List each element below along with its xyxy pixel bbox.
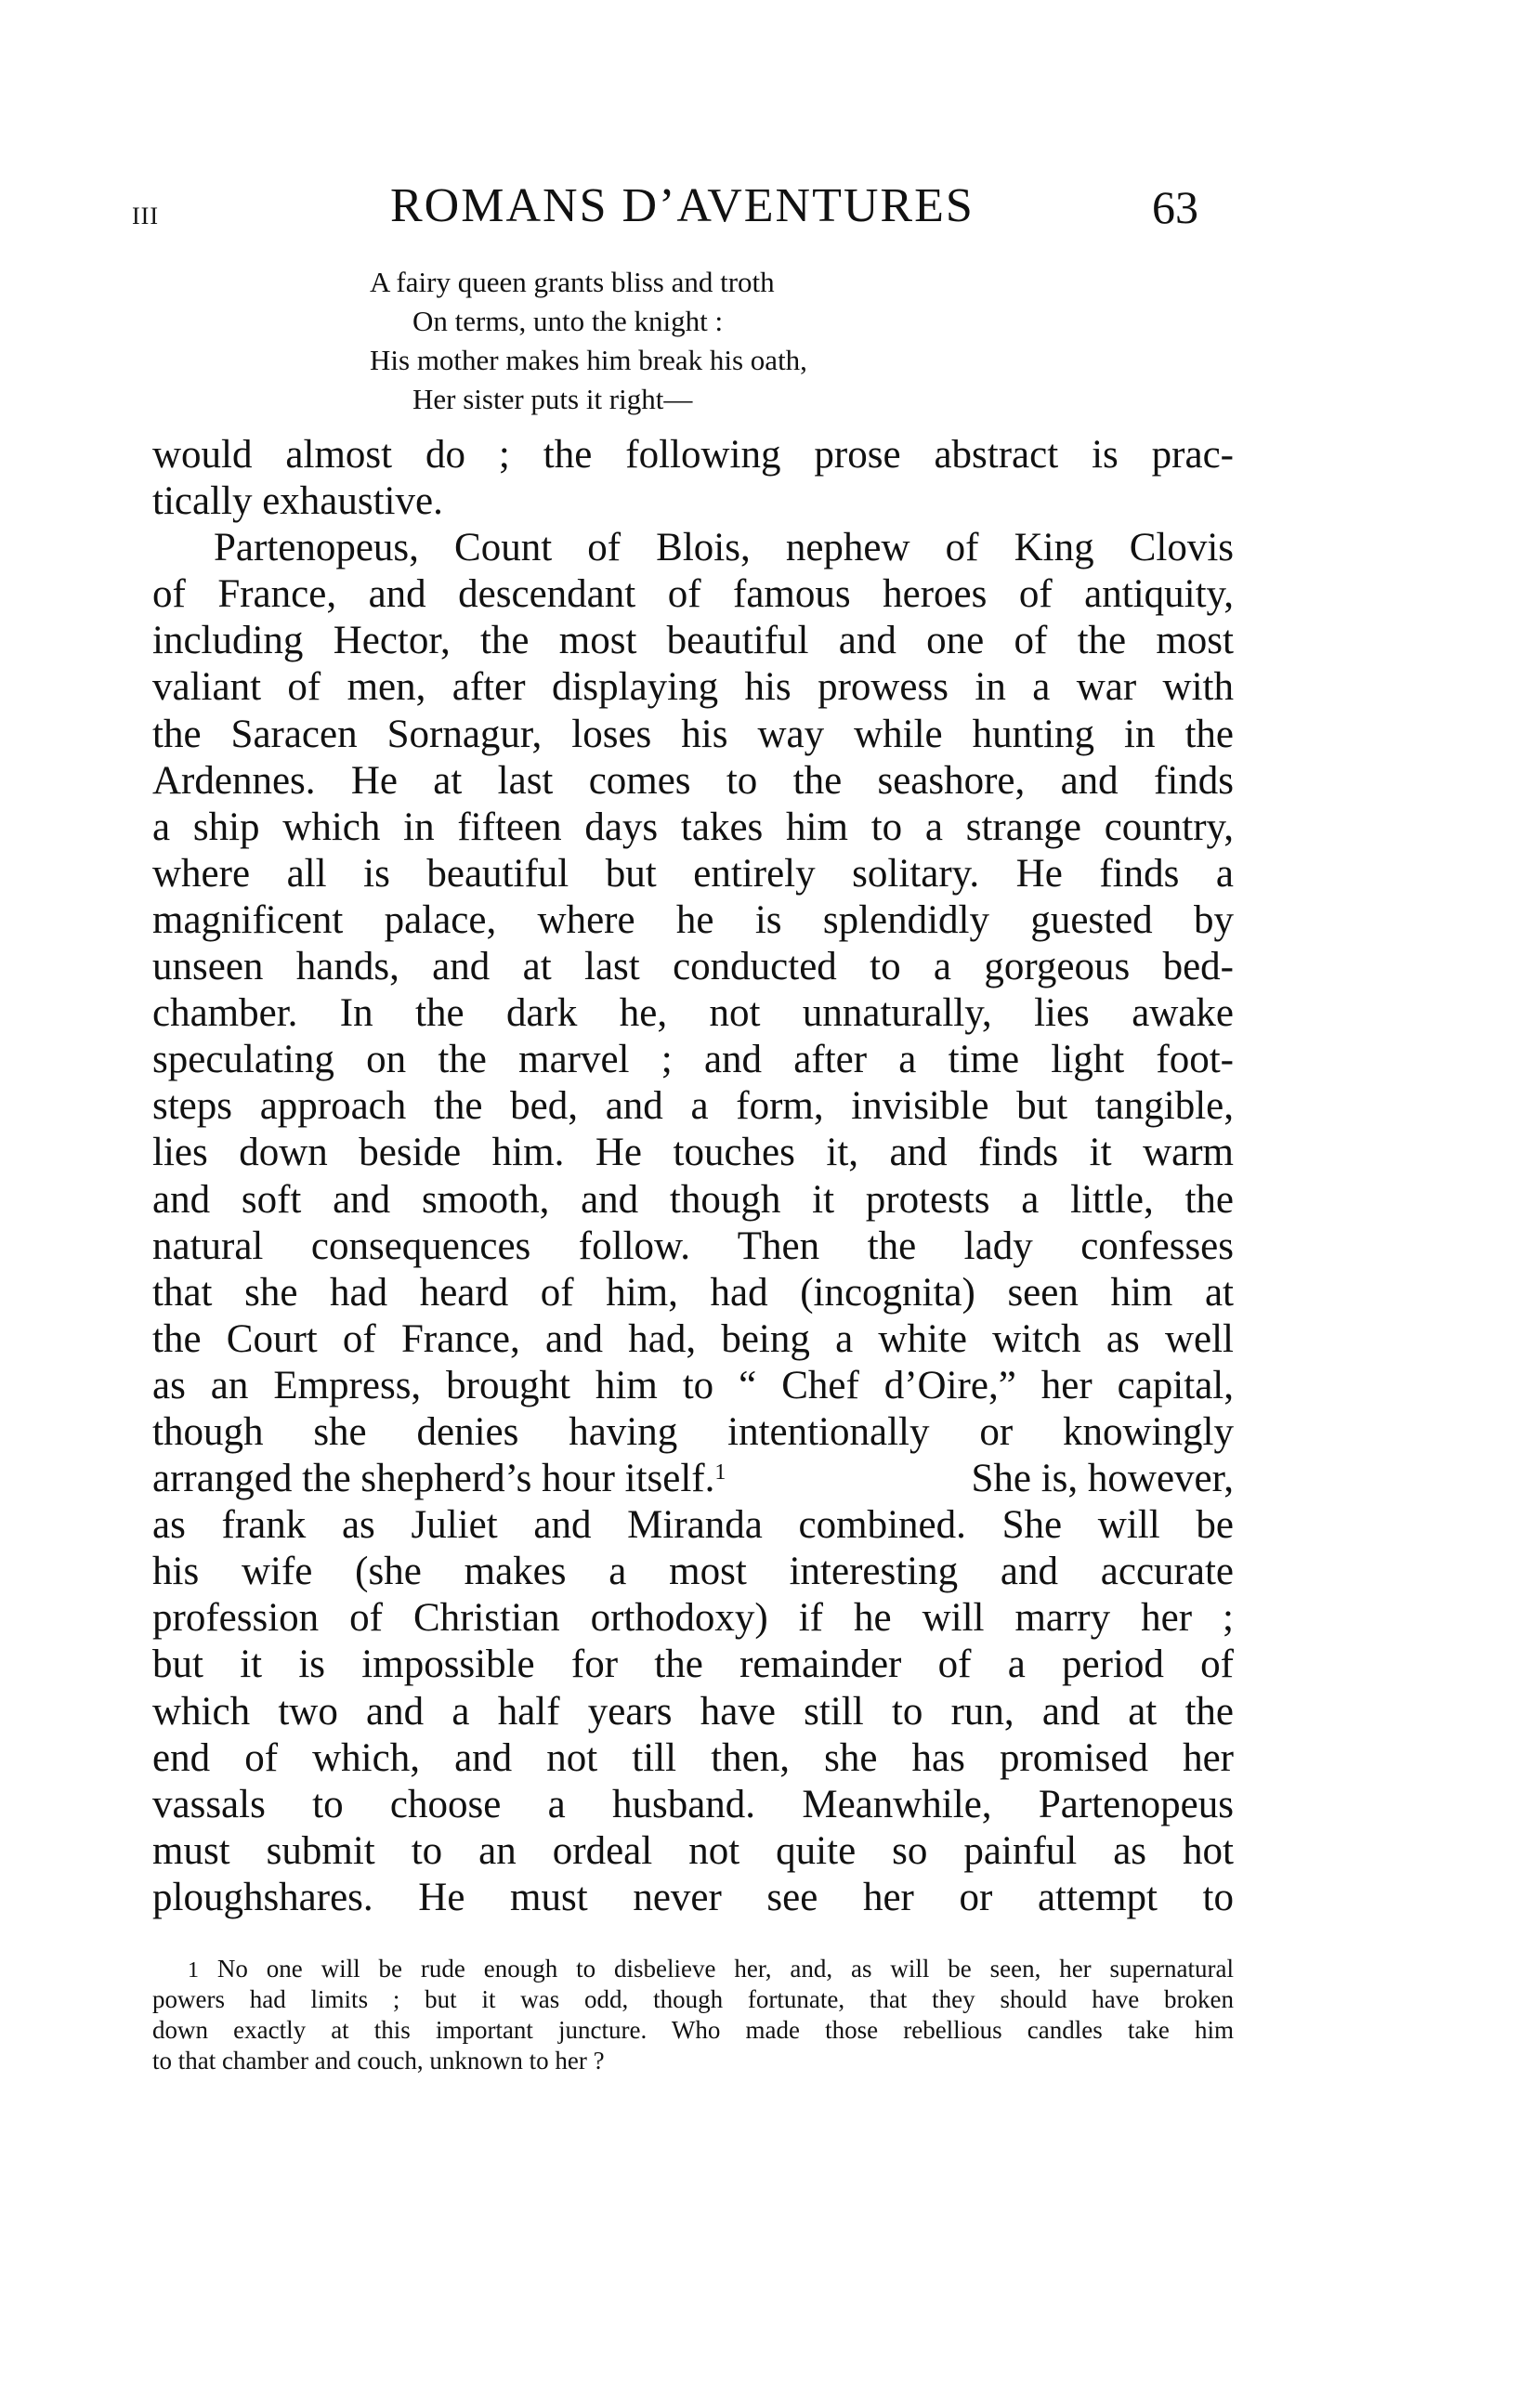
body-text [152,432,1234,1921]
text-line: steps approach the bed, and a form, invisible but tangible, [152,1084,1234,1129]
text-line: a ship which in fifteen days takes him to a strange country, [152,805,1234,849]
verse-line: On terms, unto the knight : [412,305,724,337]
text-line: vassals to choose a husband. Meanwhile, Partenopeus [152,1782,1234,1826]
verse-line: A fairy queen grants bliss and troth [370,266,775,298]
text-line: tically exhaustive. [152,479,443,524]
text-line: though she denies having intentionally or knowingly [152,1409,1234,1454]
footnote-line: powers had limits ; but it was odd, though fortunate, that they should have broken [152,1985,1234,2013]
footnote-line [152,1954,1234,1984]
text-line: of France, and descendant of famous heroes of antiquity, [152,572,1234,617]
footnote-reference[interactable]: 1 [714,1460,726,1485]
text-line [152,1456,1234,1502]
text-line: magnificent palace, where he is splendidly guested by [152,897,1234,942]
text-line: as frank as Juliet and Miranda combined. She will be [152,1503,1234,1548]
text-segment: She is, however, [971,1457,1234,1501]
text-line: would almost do ; the following prose abstract is prac- [152,433,1234,477]
text-segment: arranged the shepherd’s hour itself. [152,1457,715,1501]
footnote [152,1954,1234,2076]
text-line: valiant of men, after displaying his prowess in a war with [152,665,1234,710]
chapter-number: III [132,203,159,229]
text-line: including Hector, the most beautiful and one of the most [152,619,1234,663]
text-line: where all is beautiful but entirely solitary. He finds a [152,851,1234,896]
text-line: the Saracen Sornagur, loses his way while hunting in the [152,712,1234,756]
text-line: Ardennes. He at last comes to the seashore, and finds [152,758,1234,803]
text-line: as an Empress, brought him to “ Chef d’Oire,” her capital, [152,1363,1234,1407]
text-line: speculating on the marvel ; and after a time light foot- [152,1038,1234,1082]
verse-line: Her sister puts it right— [412,383,693,415]
text-line: but it is impossible for the remainder of a period of [152,1642,1234,1687]
footnote-line: to that chamber and couch, unknown to her ? [152,2047,605,2074]
text-line: chamber. In the dark he, not unnaturally, lies awake [152,991,1234,1036]
footnote-marker: 1 [188,1958,199,1983]
text-line: ploughshares. He must never see her or attempt to [152,1875,1234,1919]
page-number: 63 [1152,181,1198,233]
text-line: and soft and smooth, and though it protests a little, the [152,1177,1234,1222]
text-line: Partenopeus, Count of Blois, nephew of King Clovis [214,526,1234,570]
text-line: which two and a half years have still to run, and at the [152,1689,1234,1734]
text-line: his wife (she makes a most interesting and accurate [152,1550,1234,1594]
text-line: must submit to an ordeal not quite so painful as hot [152,1828,1234,1873]
text-line: the Court of France, and had, being a white witch as well [152,1316,1234,1361]
text-segment: No one will be rude enough to disbelieve her, and, as will be seen, her supernatural [216,1955,1234,1983]
text-line: end of which, and not till then, she has promised her [152,1735,1234,1780]
text-line: unseen hands, and at last conducted to a gorgeous bed- [152,945,1234,989]
text-line: natural consequences follow. Then the lady confesses [152,1224,1234,1268]
verse-epigraph [370,263,807,419]
footnote-line: down exactly at this important juncture. Who made those rebellious candles take him [152,2016,1234,2044]
verse-line: His mother makes him break his oath, [370,344,807,376]
text-line: profession of Christian orthodoxy) if he will marry her ; [152,1596,1234,1641]
text-line: lies down beside him. He touches it, and finds it warm [152,1131,1234,1175]
text-line: that she had heard of him, had (incognita) seen him at [152,1270,1234,1315]
running-title: ROMANS D’AVENTURES [390,179,975,232]
